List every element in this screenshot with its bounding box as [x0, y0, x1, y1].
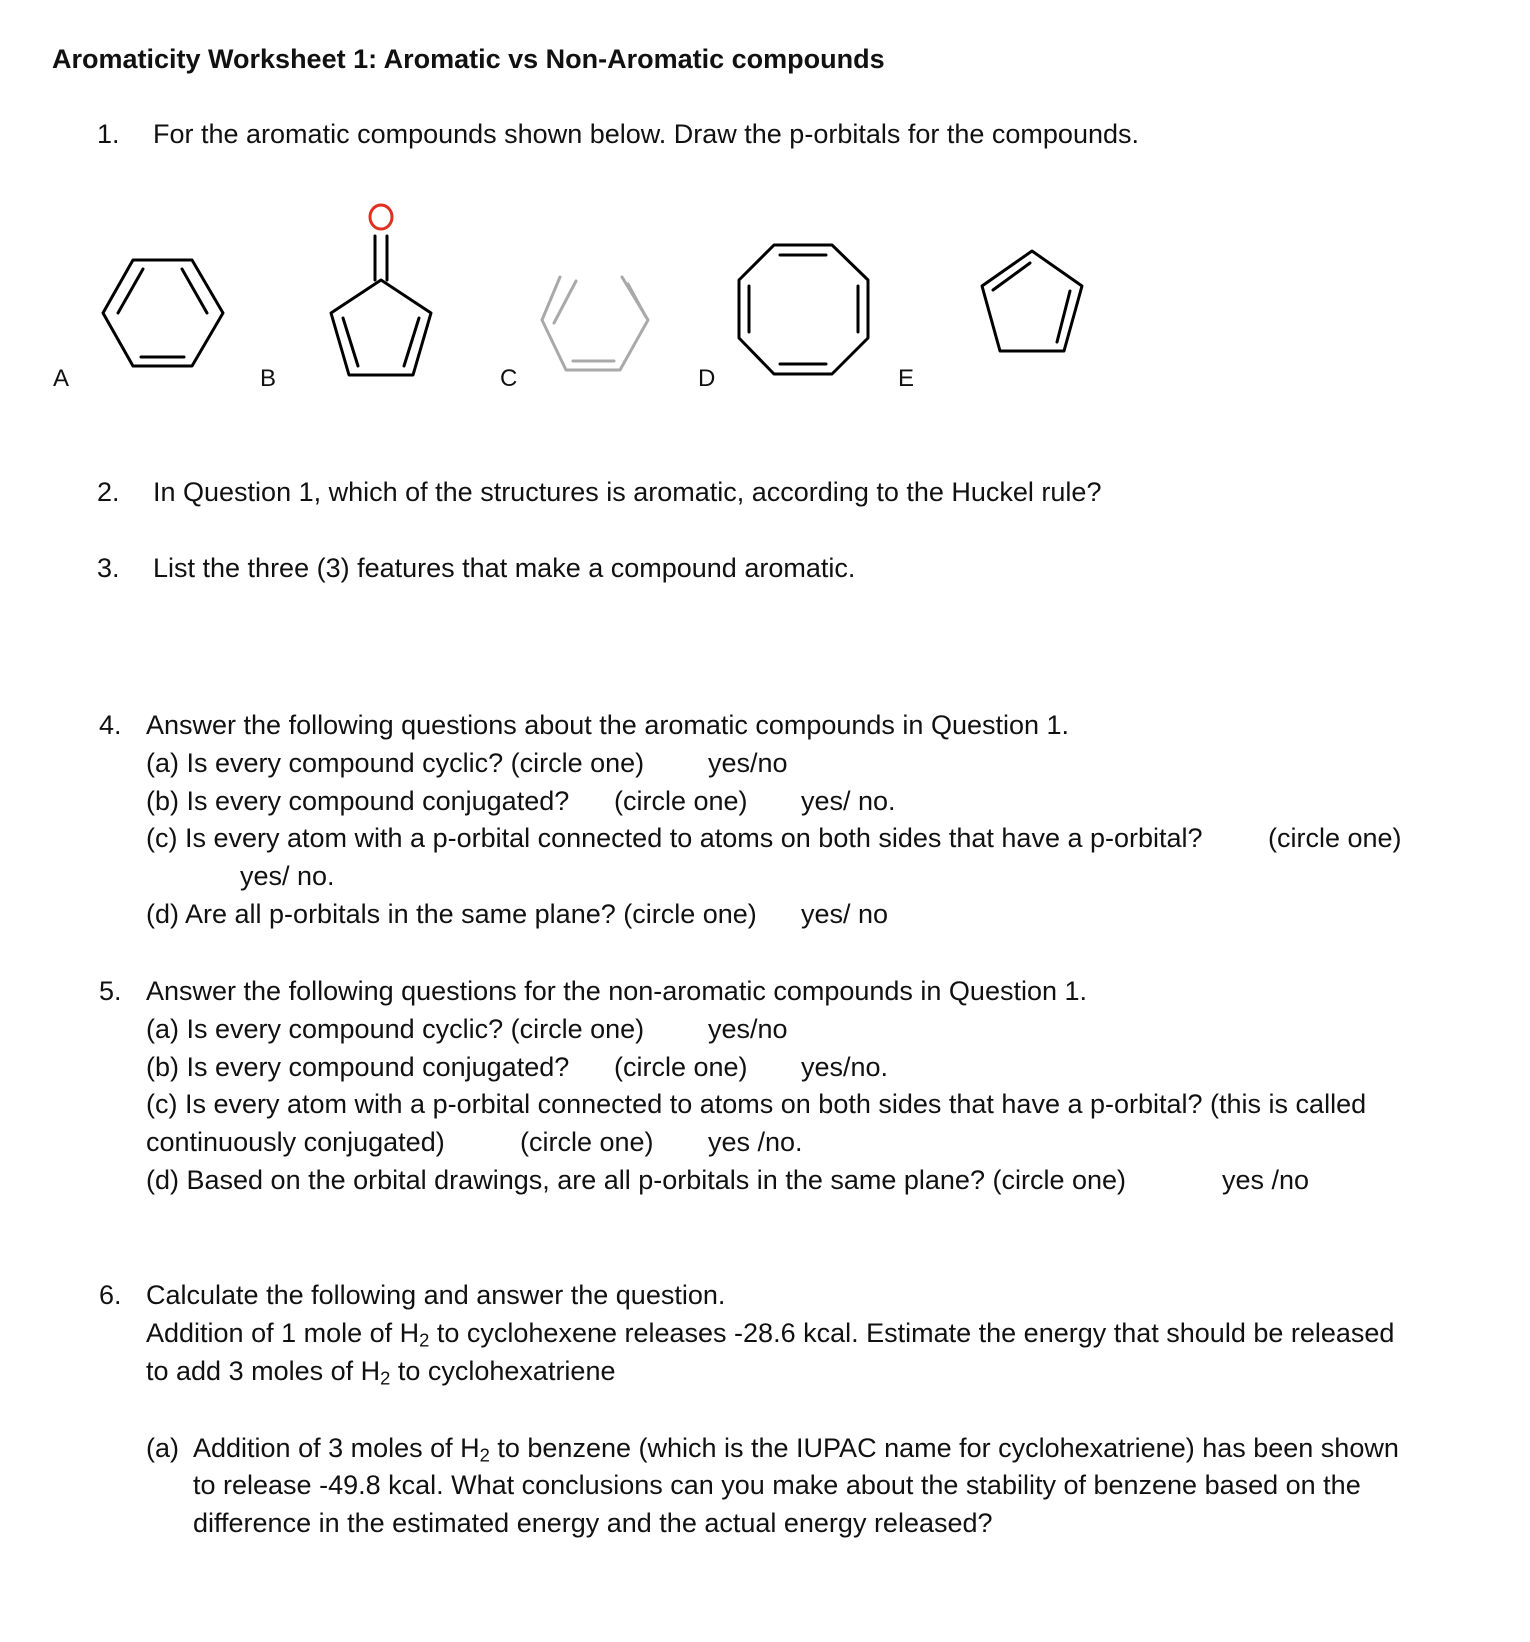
question-4d-answer[interactable]: yes/ no: [801, 899, 889, 929]
question-1-text: For the aromatic compounds shown below. Draw the p-orbitals for the compounds.: [153, 119, 1139, 149]
question-5-number: 5.: [99, 976, 122, 1006]
question-6-number: 6.: [99, 1280, 122, 1310]
question-5a: (a) Is every compound cyclic? (circle one): [146, 1014, 645, 1044]
allyl-cation-structure: [540, 275, 655, 375]
question-5b-circle: (circle one): [614, 1052, 748, 1082]
question-5c-line1: (c) Is every atom with a p-orbital connected to atoms on both sides that have a p-orbital? (this is called: [146, 1089, 1367, 1119]
question-4-number: 4.: [99, 710, 122, 740]
compound-label-b: B: [260, 365, 277, 392]
question-1-number: 1.: [97, 119, 120, 149]
question-4a-answer[interactable]: yes/no: [708, 748, 788, 778]
question-5c-circle: (circle one): [520, 1127, 654, 1157]
question-5-text: Answer the following questions for the non-aromatic compounds in Question 1.: [146, 976, 1088, 1006]
question-5d-answer[interactable]: yes /no: [1222, 1165, 1310, 1195]
question-3-text: List the three (3) features that make a compound aromatic.: [153, 553, 856, 583]
question-2-text: In Question 1, which of the structures is aromatic, according to the Huckel rule?: [153, 477, 1102, 507]
question-5c-line2: continuously conjugated): [146, 1127, 445, 1157]
question-3-number: 3.: [97, 553, 120, 583]
benzene-structure: [100, 256, 230, 371]
question-4b-circle: (circle one): [614, 786, 748, 816]
question-4d: (d) Are all p-orbitals in the same plane? (circle one): [146, 899, 757, 929]
question-5b: (b) Is every compound conjugated?: [146, 1052, 570, 1082]
question-6-line2: to add 3 moles of $H_2$ to cyclohexatriene: [146, 1356, 616, 1389]
question-4c-answer[interactable]: yes/ no.: [240, 861, 335, 891]
question-5d: (d) Based on the orbital drawings, are all p-orbitals in the same plane? (circle one): [146, 1165, 1127, 1195]
question-6a-line1: Addition of 3 moles of $H_2$ to benzene (which is the IUPAC name for cyclohexatriene) has been shown: [193, 1433, 1399, 1466]
question-6-line1: Addition of 1 mole of $H_2$ to cyclohexene releases -28.6 kcal. Estimate the energy that should be released: [146, 1318, 1395, 1351]
compound-label-a: A: [53, 365, 70, 392]
question-4a: (a) Is every compound cyclic? (circle one): [146, 748, 645, 778]
question-4c-circle: (circle one): [1268, 823, 1402, 853]
question-6a-line3: difference in the estimated energy and the actual energy released?: [193, 1508, 993, 1538]
compound-label-c: C: [500, 365, 518, 392]
cyclooctatetraene-structure: [736, 242, 871, 377]
question-4-text: Answer the following questions about the aromatic compounds in Question 1.: [146, 710, 1070, 740]
cyclopentadiene-structure: [980, 248, 1095, 358]
question-2-number: 2.: [97, 477, 120, 507]
question-5b-answer[interactable]: yes/no.: [801, 1052, 889, 1082]
question-6a-label: (a): [146, 1433, 179, 1463]
compound-label-d: D: [698, 365, 716, 392]
question-4b-answer[interactable]: yes/ no.: [801, 786, 896, 816]
question-6a-line2: to release -49.8 kcal. What conclusions can you make about the stability of benzene based on the: [193, 1470, 1361, 1500]
page-title: Aromaticity Worksheet 1: Aromatic vs Non-Aromatic compounds: [52, 44, 885, 74]
compound-label-e: E: [898, 365, 915, 392]
question-6-text: Calculate the following and answer the question.: [146, 1280, 726, 1310]
cyclopentadienone-structure: [325, 200, 440, 380]
question-5c-answer[interactable]: yes /no.: [708, 1127, 803, 1157]
question-5a-answer[interactable]: yes/no: [708, 1014, 788, 1044]
question-4b: (b) Is every compound conjugated?: [146, 786, 570, 816]
question-4c: (c) Is every atom with a p-orbital connected to atoms on both sides that have a p-orbital?: [146, 823, 1203, 853]
